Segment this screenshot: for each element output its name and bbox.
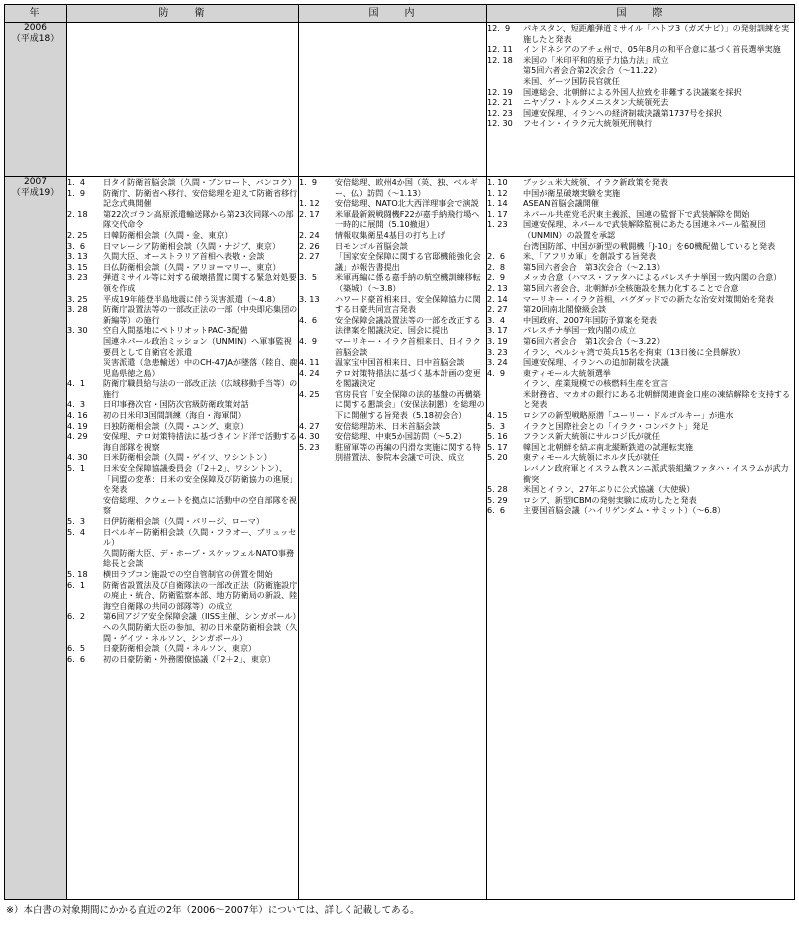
defense-event [67, 495, 298, 516]
event-date: 3. 6 [67, 240, 86, 251]
international-event [487, 23, 794, 44]
international-event [487, 347, 794, 358]
defense-event [67, 569, 298, 580]
event-date: 2. 25 [67, 229, 88, 240]
event-date: 5. 20 [487, 452, 508, 463]
event-date [67, 548, 103, 569]
event-text: 温家宝中国首相来日、日中首脳会談 [335, 357, 465, 368]
event-date: 2. 27 [299, 251, 320, 262]
domestic-event [299, 230, 486, 241]
international-event [487, 389, 794, 410]
domestic-event [299, 421, 486, 432]
defense-event [67, 325, 298, 336]
defense-event [67, 378, 298, 399]
event-text: 安倍総理、欧州4か国（英、独、ベルギー、仏）訪問（〜1.13） [335, 177, 478, 198]
defense-event [67, 399, 298, 410]
international-event [487, 357, 794, 368]
event-text: 第22次ゴラン高原派遣輸送隊から第23次同隊への部隊交代命令 [103, 208, 294, 230]
international-event [487, 272, 794, 283]
event-date: 4. 30 [67, 452, 88, 463]
event-text: パキスタン、短距離弾道ミサイル「ハトフ3（ガズナビ）」の発射訓練を実施したと発表 [523, 23, 790, 44]
event-text: 台湾国防部、中国が新型の戦闘機「J-10」を60機配備していると発表 [523, 240, 776, 251]
event-date: 5. 4 [67, 526, 86, 537]
international-event [487, 209, 794, 220]
domestic-cell-2006 [299, 23, 487, 177]
defense-event [67, 611, 298, 643]
defense-event [67, 251, 298, 262]
international-event [487, 378, 794, 389]
event-text: 日ベルギー防衛相会談（久間・フラオー、ブリュッセル） [103, 526, 297, 548]
event-date: 4. 9 [299, 335, 318, 346]
year-label: 2006 [24, 23, 47, 33]
event-text: 安倍総理訪米、日米首脳会談 [335, 420, 441, 431]
event-text: 初の日米印3国間訓練（海自・海軍間） [103, 410, 246, 421]
header-domestic: 国 内 [299, 5, 487, 23]
defense-event [67, 431, 298, 452]
defense-event [67, 209, 298, 230]
domestic-event [299, 357, 486, 368]
international-event [487, 97, 794, 108]
event-text: 日タイ防衛首脳会談（久間・ブンロート、バンコク） [103, 177, 297, 187]
event-text: 米国の「米印平和的原子力協力法」成立 [523, 54, 669, 65]
event-date: 1. 12 [299, 198, 320, 209]
domestic-event [299, 431, 486, 442]
event-date: 5. 23 [299, 441, 320, 452]
event-date: 2. 26 [299, 240, 320, 251]
international-event [487, 198, 794, 209]
event-text: 国連安保理、ネパールで武装解除監視にあたる国連ネパール監視団（UNMIN）の設置を承認 [523, 219, 766, 240]
event-text: フセイン・イラク元大統領死刑執行 [523, 118, 653, 129]
international-cell-2007 [487, 177, 795, 900]
domestic-event [299, 177, 486, 198]
event-text: 防衛省設置法及び自衛隊法の一部改正法（防衛施設庁の廃止・統合、防衛監察本部、地方防衛局の新設、陸海空自衛隊の共同の部隊等）の成立 [103, 579, 298, 611]
event-text: 空自入間基地にペトリオットPAC-3配備 [103, 325, 248, 336]
event-text: 防衛庁設置法等の一部改正法の一部（中央即応集団の新編等）の施行 [103, 304, 298, 325]
event-date: 4. 25 [299, 388, 320, 399]
event-date: 3. 23 [487, 346, 508, 357]
international-event [487, 421, 794, 432]
event-text: 日豪防衛相会談（久間・ネルソン、東京） [103, 643, 257, 654]
event-text: 米軍最新鋭戦闘機F22が嘉手納飛行場へ一時的に展開（5.10撤退） [335, 208, 480, 230]
event-date: 6. 6 [487, 505, 506, 516]
event-date: 4. 30 [299, 431, 320, 442]
domestic-event [299, 241, 486, 252]
defense-event [67, 548, 298, 569]
event-text: 日伊防衛相会談（久間・パリージ、ローマ） [103, 516, 265, 526]
footnote: ※）本白書の対象期間にかかる直近の2年（2006〜2007年）については、詳しく記載してある。 [6, 905, 420, 916]
event-date [487, 378, 523, 389]
event-date: 6. 5 [67, 643, 86, 654]
event-text: 中国政府、2007年国防予算案を発表 [523, 314, 657, 325]
event-text: テロ対策特措法に基づく基本計画の変更を閣議決定 [335, 367, 481, 389]
event-text: 米国とイラン、27年ぶりに公式協議（大使級） [523, 484, 695, 495]
event-date: 4. 16 [67, 410, 88, 421]
event-text: 情報収集衛星4基目の打ち上げ [335, 229, 446, 240]
event-date: 6. 2 [67, 611, 86, 622]
international-event [487, 262, 794, 273]
event-date: 2. 9 [487, 272, 506, 283]
event-text: 安全保障会議設置法等の一部を改正する法律案を閣議決定、国会に提出 [335, 314, 481, 336]
era-label: （平成19） [11, 188, 60, 198]
event-date: 1. 10 [487, 177, 508, 187]
defense-event [67, 643, 298, 654]
international-event [487, 251, 794, 262]
event-text: 第5回六者会合第2次会合（〜11.22） [523, 65, 662, 76]
domestic-event [299, 442, 486, 463]
international-event [487, 283, 794, 294]
event-text: 日独防衛相会談（久間・ユング、東京） [103, 420, 249, 431]
international-event [487, 76, 794, 87]
event-text: 安倍総理、NATO北大西洋理事会で演説 [335, 198, 479, 209]
defense-event [67, 463, 298, 495]
defense-event [67, 580, 298, 612]
event-date: 3. 19 [487, 335, 508, 346]
event-text: 日仏防衛相会談（久間・アリヨ＝マリー、東京） [103, 261, 281, 272]
event-date: 4. 15 [487, 410, 508, 421]
event-text: 日韓防衛相会談（久間・金、東京） [103, 229, 233, 240]
event-date: 1. 9 [299, 177, 318, 187]
international-event [487, 188, 794, 199]
international-event [487, 484, 794, 495]
defense-event [67, 304, 298, 325]
event-text: ハワード豪首相来日、安全保障協力に関する日豪共同宣言発表 [335, 293, 481, 315]
event-text: ブッシュ米大統領、イラク新政策を発表 [523, 177, 668, 187]
international-event [487, 505, 794, 516]
defense-cell-2006 [67, 23, 299, 177]
defense-event [67, 294, 298, 305]
international-event [487, 219, 794, 240]
defense-event [67, 230, 298, 241]
event-date: 3. 17 [487, 325, 508, 336]
event-text: インドネシアのアチェ州で、05年8月の和平合意に基づく首長選挙実施 [523, 44, 781, 55]
event-text: ネパール共産党毛沢東主義派、国連の監督下で武装解除を開始 [523, 208, 750, 219]
international-event [487, 241, 794, 252]
event-date: 1. 12 [487, 187, 508, 198]
event-date: 3. 28 [67, 304, 88, 315]
defense-event [67, 357, 298, 378]
event-date: 2. 13 [487, 282, 508, 293]
defense-cell-2007 [67, 177, 299, 900]
event-text: 平成19年能登半島地震に伴う災害派遣（〜4.8） [103, 293, 280, 304]
event-text: 安倍総理、中東5か国訪問（〜5.2） [335, 431, 467, 442]
event-text: 国連安保理、イランへの経済制裁決議第1737号を採択 [523, 107, 722, 118]
domestic-event [299, 336, 486, 357]
event-text: 安倍総理、クウェートを拠点に活動中の空自部隊を視察 [103, 494, 297, 516]
event-text: 弾道ミサイル等に対する破壊措置に関する緊急対処要領を作成 [103, 272, 297, 293]
event-date [487, 65, 523, 76]
event-text: 第5回六者会合、北朝鮮が全核施設を無力化することで合意 [523, 282, 739, 293]
event-date: 1. 4 [67, 177, 86, 187]
event-date: 3. 25 [67, 293, 88, 304]
domestic-event [299, 198, 486, 209]
defense-event [67, 452, 298, 463]
header-international: 国 際 [487, 5, 795, 23]
event-text: 韓国と北朝鮮を結ぶ南北縦断鉄道の試運転実施 [523, 441, 693, 452]
event-date: 3. 30 [67, 325, 88, 336]
domestic-event [299, 368, 486, 389]
event-text: 米、「アフリカ軍」を創設する旨発表 [523, 251, 657, 262]
domestic-event [299, 209, 486, 230]
event-date: 1. 23 [487, 219, 508, 230]
event-date: 5. 18 [67, 568, 88, 579]
domestic-event [299, 294, 486, 315]
year-label: 2007 [24, 177, 47, 187]
event-date: 5. 3 [487, 420, 506, 431]
event-date: 5. 29 [487, 494, 508, 505]
event-date [67, 336, 103, 357]
event-text: 官房長官「安全保障の法的基盤の再構築に関する懇談会」（安保法制懇）を総理の下に開催する旨発表（5.18初会合） [335, 388, 485, 421]
event-text: マーリキー・イラク首相、バグダッドでの新たな治安対策開始を発表 [523, 293, 774, 304]
event-text: 国連ネパール政治ミッション（UNMIN）へ軍事監視要員として自衛官を派遣 [103, 335, 292, 357]
event-date: 12. 23 [487, 107, 513, 118]
event-date: 2. 8 [487, 261, 506, 272]
event-text: 第20回南北閣僚級会談 [523, 304, 607, 315]
event-date: 3. 4 [487, 314, 506, 325]
event-text: フランス新大統領にサルコジ氏が就任 [523, 431, 660, 442]
domestic-event [299, 389, 486, 421]
event-date: 3. 13 [67, 251, 88, 262]
event-date: 2. 27 [487, 304, 508, 315]
event-text: 久間防衛大臣、デ・ホープ・スケッフェルNATO事務総長と会談 [103, 547, 295, 569]
event-date: 6. 1 [67, 579, 86, 590]
defense-event [67, 188, 298, 209]
international-event [487, 44, 794, 55]
event-date: 3. 23 [67, 272, 88, 283]
table-header-row [5, 5, 795, 23]
event-date: 3. 13 [299, 293, 320, 304]
event-text: 第6回六者会合 第1次会合（〜3.22） [523, 335, 665, 346]
event-text: 東ティモール大統領選挙 [523, 367, 611, 378]
event-text: 横田ラプコン施設での空自管制官の併置を開始 [103, 568, 273, 579]
international-event [487, 463, 794, 484]
year-cell-2006 [5, 23, 67, 177]
event-date: 4. 6 [299, 314, 318, 325]
event-text: 日米防衛相会談（久間・ゲイツ、ワシントン） [103, 452, 272, 463]
international-event [487, 442, 794, 453]
domestic-event [299, 251, 486, 272]
event-text: 国連安保理、イランへの追加制裁を決議 [523, 357, 669, 368]
event-date [67, 495, 103, 516]
event-date: 3. 15 [67, 261, 88, 272]
event-date: 4. 3 [67, 399, 86, 410]
event-text: 日モンゴル首脳会談 [335, 240, 408, 251]
event-date: 5. 3 [67, 516, 86, 526]
event-text: 初の日豪防衛・外務閣僚協議（「2＋2」、東京） [103, 653, 276, 664]
event-text: 米国、ゲーツ国防長官就任 [523, 75, 620, 86]
international-event [487, 294, 794, 305]
event-date: 4. 1 [67, 378, 86, 389]
event-text: 東ティモール大統領にホルタ氏が就任 [523, 452, 660, 463]
event-date: 5. 28 [487, 484, 508, 495]
international-event [487, 368, 794, 379]
event-text: ニヤゾフ・トルクメニスタン大統領死去 [523, 97, 669, 108]
header-defense: 防 衛 [67, 5, 299, 23]
international-event [487, 452, 794, 463]
header-year: 年 [5, 5, 67, 23]
event-date: 1. 9 [67, 187, 86, 198]
event-text: イラン、ペルシャ湾で英兵15名を拘束（13日後に全員解放） [523, 346, 745, 357]
event-text: 日米安全保障協議委員会（「2＋2」、ワシントン）、「同盟の変革：日米の安全保障及び防衛協力の進展」を発表 [103, 463, 298, 495]
event-date: 3. 24 [487, 357, 508, 368]
event-text: 安保理、テロ対策特措法に基づきインド洋で活動する海自部隊を視察 [103, 431, 298, 452]
event-text: 防衛庁、防衛省へ移行、安倍総理を迎えて防衛省移行記念式典開催 [103, 187, 298, 209]
event-date [487, 241, 523, 252]
international-cell-2006 [487, 23, 795, 177]
event-text: 日マレーシア防衛相会談（久間・ナジブ、東京） [103, 240, 281, 251]
event-text: レバノン政府軍とイスラム教スンニ派武装組織ファタハ・イスラムが武力衝突 [523, 463, 789, 484]
event-date: 2. 14 [487, 293, 508, 304]
event-date [67, 357, 103, 378]
event-text: メッカ合意（ハマス・ファタハによるパレスチナ挙国一致内閣の合意） [523, 272, 782, 283]
event-text: 米財務省、マカオの銀行にある北朝鮮関連資金口座の凍結解除を支持すると発表 [523, 388, 791, 410]
international-event [487, 118, 794, 129]
event-text: 中国が衛星破壊実験を実施 [523, 187, 621, 198]
event-text: パレスチナ挙国一致内閣の成立 [523, 325, 636, 336]
event-date: 5. 1 [67, 463, 86, 474]
event-text: 米軍再編に係る嘉手納の航空機訓練移転（築城）（〜3.8） [335, 272, 481, 293]
international-event [487, 177, 794, 188]
event-date: 5. 16 [487, 431, 508, 442]
defense-event [67, 262, 298, 273]
defense-event [67, 421, 298, 432]
event-date: 5. 17 [487, 441, 508, 452]
domestic-cell-2007 [299, 177, 487, 900]
event-text: 「国家安全保障に関する官邸機能強化会議」が報告書提出 [335, 251, 481, 272]
event-date: 4. 24 [299, 367, 320, 378]
event-text: 第5回六者会合 第3次会合（〜2.13） [523, 261, 665, 272]
event-date: 2. 18 [67, 208, 88, 219]
era-label: （平成18） [11, 34, 60, 44]
event-date [487, 463, 523, 484]
event-text: 主要国首脳会議（ハイリゲンダム・サミット）（〜6.8） [523, 505, 726, 516]
event-text: ロシア、新型ICBMの発射実験に成功したと発表 [523, 494, 697, 505]
year-row-2006 [5, 23, 795, 177]
international-event [487, 410, 794, 421]
event-date: 2. 6 [487, 251, 506, 262]
chronology-table [4, 4, 795, 900]
event-text: イラクと国際社会との「イラク・コンパクト」発足 [523, 420, 709, 431]
event-date: 4. 19 [67, 420, 88, 431]
defense-event [67, 177, 298, 188]
domestic-event [299, 272, 486, 293]
event-text: ASEAN首脳会議開催 [523, 198, 599, 209]
event-text: 災害派遣（急患輸送）中のCH-47JAが墜落（陸自、鹿児島県徳之島） [103, 357, 298, 378]
year-cell-2007 [5, 177, 67, 900]
defense-event [67, 527, 298, 548]
event-date: 4. 9 [487, 367, 506, 378]
defense-event [67, 654, 298, 665]
international-event [487, 55, 794, 66]
event-date: 12. 19 [487, 86, 513, 97]
event-date [487, 76, 523, 87]
event-text: 第6回アジア安全保障会議（IISS主催、シンガポール）への久間防衛大臣の参加、初の日米豪防衛相会談（久間・ゲイツ・ネルソン、シンガポール） [103, 611, 298, 643]
event-date: 1. 14 [487, 198, 508, 209]
event-text: 防衛庁職員給与法の一部改正法（広域移動手当等）の施行 [103, 378, 298, 399]
event-date: 12. 18 [487, 54, 513, 65]
event-text: ロシアの新型戦略原潜「ユーリー・ドルゴルキー」が進水 [523, 410, 734, 421]
international-event [487, 65, 794, 76]
event-date: 1. 17 [487, 208, 508, 219]
event-date: 4. 29 [67, 431, 88, 442]
defense-event [67, 272, 298, 293]
event-date: 4. 27 [299, 420, 320, 431]
event-date: 12. 21 [487, 97, 513, 108]
defense-event [67, 336, 298, 357]
international-event [487, 325, 794, 336]
international-event [487, 108, 794, 119]
event-text: 久間大臣、オーストラリア首相へ表敬・会談 [103, 251, 265, 262]
international-event [487, 336, 794, 347]
event-text: イラン、産業規模での核燃料生産を宣言 [523, 378, 669, 389]
international-event [487, 304, 794, 315]
event-date: 4. 11 [299, 357, 320, 368]
defense-event [67, 516, 298, 527]
international-event [487, 87, 794, 98]
international-event [487, 315, 794, 326]
domestic-event [299, 315, 486, 336]
event-date: 12. 11 [487, 44, 513, 55]
defense-event [67, 241, 298, 252]
event-date: 12. 9 [487, 23, 511, 33]
event-date: 6. 6 [67, 653, 86, 664]
event-text: 日印事務次官・国防次官級防衛政策対話 [103, 399, 249, 410]
event-date: 12. 30 [487, 118, 513, 129]
event-text: 駐留軍等の再編の円滑な実施に関する特別措置法、参院本会議で可決、成立 [335, 441, 481, 463]
international-event [487, 495, 794, 506]
event-date: 2. 24 [299, 229, 320, 240]
year-row-2007 [5, 177, 795, 900]
event-text: マーリキー・イラク首相来日、日イラク首脳会談 [335, 335, 481, 357]
international-event [487, 431, 794, 442]
defense-event [67, 410, 298, 421]
event-date: 3. 5 [299, 272, 318, 283]
event-text: 国連総会、北朝鮮による外国人拉致を非難する決議案を採択 [523, 86, 742, 97]
event-date: 2. 17 [299, 208, 320, 219]
event-date [487, 389, 523, 410]
